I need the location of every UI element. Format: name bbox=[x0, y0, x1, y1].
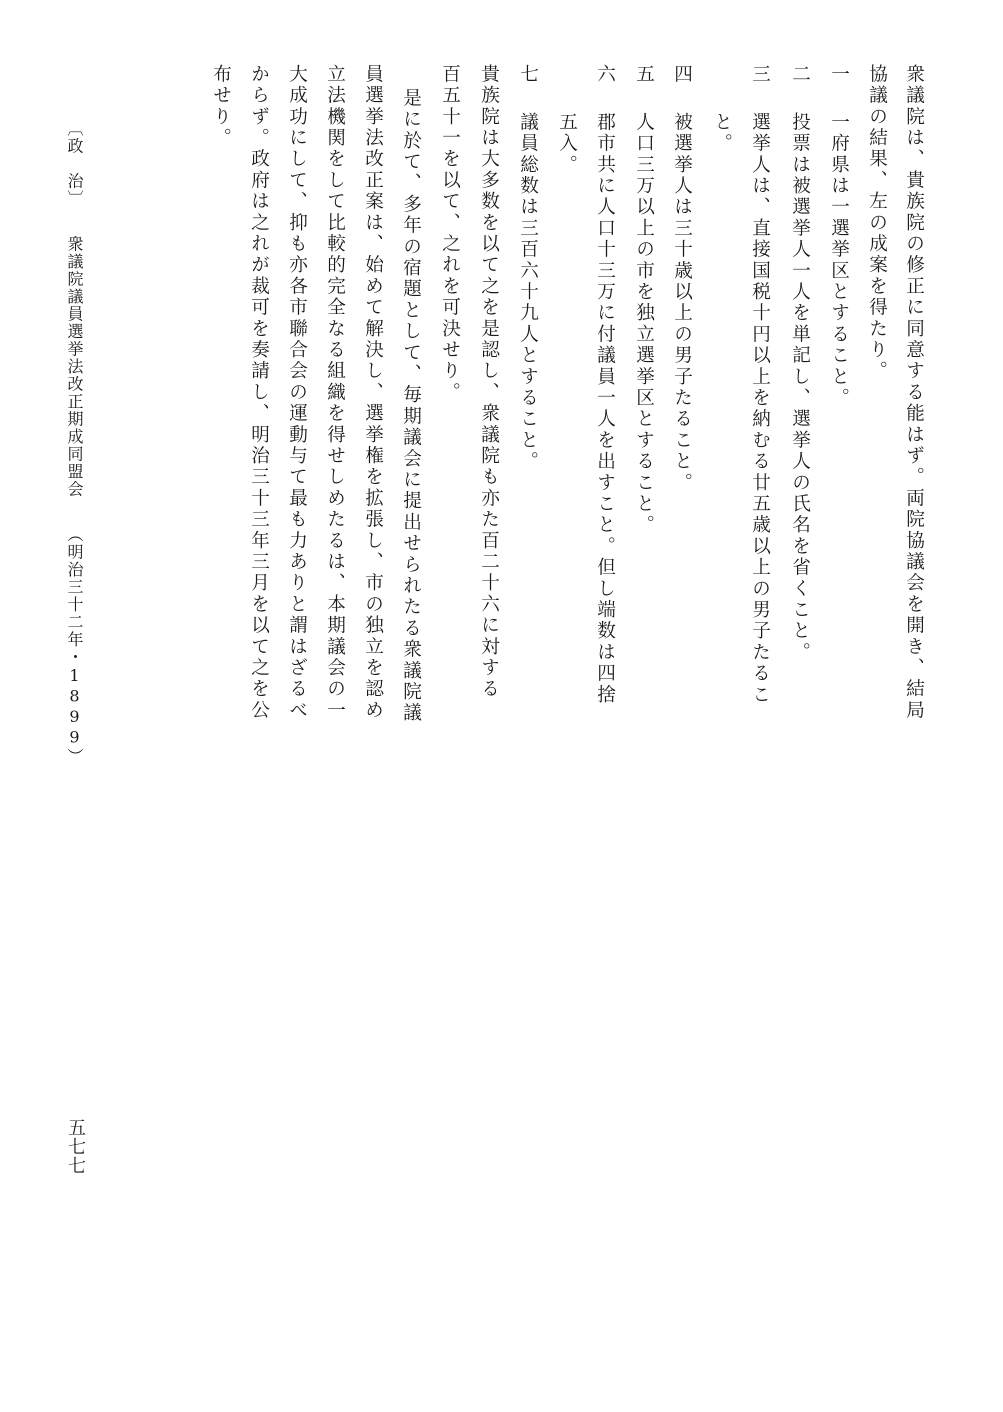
item-number-7: 七 bbox=[517, 64, 539, 86]
vote-line-2: 百五十一を以て、之れを可決せり。 bbox=[439, 64, 461, 404]
item-2-text: 投票は被選挙人一人を単記し、選挙人の氏名を省くこと。 bbox=[789, 112, 811, 664]
item-number-5: 五 bbox=[633, 64, 655, 86]
page-number: 五七七 bbox=[65, 1118, 86, 1175]
intro-line-2: 協議の結果、左の成案を得たり。 bbox=[866, 64, 888, 382]
running-header-section: 〔政 治〕 bbox=[65, 120, 84, 208]
item-6-text: 郡市共に人口十三万に付議員一人を出すこと。但し端数は四捨 bbox=[594, 112, 616, 706]
conclusion-line-2: 員選挙法改正案は、始めて解決し、選挙権を拡張し、市の独立を認め bbox=[362, 64, 384, 722]
conclusion-line-4: 大成功にして、抑も亦各市聯合会の運動与て最も力ありと謂はざるべ bbox=[286, 64, 308, 722]
item-3-text: 選挙人は、直接国税十円以上を納むる廿五歳以上の男子たるこ bbox=[749, 112, 771, 706]
running-header-title: 衆議院議員選挙法改正期成同盟会 bbox=[65, 235, 84, 498]
item-5-text: 人口三万以上の市を独立選挙区とすること。 bbox=[633, 112, 655, 536]
running-header bbox=[66, 120, 82, 766]
conclusion-line-1: 是に於て、多年の宿題として、毎期議会に提出せられたる衆議院議 bbox=[400, 88, 422, 724]
item-6-text-cont: 五入。 bbox=[556, 112, 578, 176]
conclusion-line-5: からず。政府は之れが裁可を奏請し、明治三十三年三月を以て之を公 bbox=[248, 64, 270, 722]
conclusion-line-3: 立法機関をして比較的完全なる組織を得せしめたるは、本期議会の一 bbox=[324, 64, 346, 722]
item-number-4: 四 bbox=[671, 64, 693, 86]
item-number-6: 六 bbox=[594, 64, 616, 86]
item-number-3: 三 bbox=[749, 64, 771, 86]
item-number-1: 一 bbox=[828, 64, 850, 86]
item-7-text: 議員総数は三百六十九人とすること。 bbox=[517, 112, 539, 473]
conclusion-line-6: 布せり。 bbox=[210, 64, 232, 149]
running-header-date: （明治三十二年・1899） bbox=[65, 526, 84, 766]
item-number-2: 二 bbox=[789, 64, 811, 86]
vote-line-1: 貴族院は大多数を以て之を是認し、衆議院も亦た百二十六に対する bbox=[478, 64, 500, 700]
item-3-text-cont: と。 bbox=[711, 112, 733, 155]
intro-line-1: 衆議院は、貴族院の修正に同意する能はず。両院協議会を開き、結局 bbox=[903, 64, 925, 722]
item-4-text: 被選挙人は三十歳以上の男子たること。 bbox=[671, 112, 693, 494]
item-1-text: 一府県は一選挙区とすること。 bbox=[828, 112, 850, 409]
